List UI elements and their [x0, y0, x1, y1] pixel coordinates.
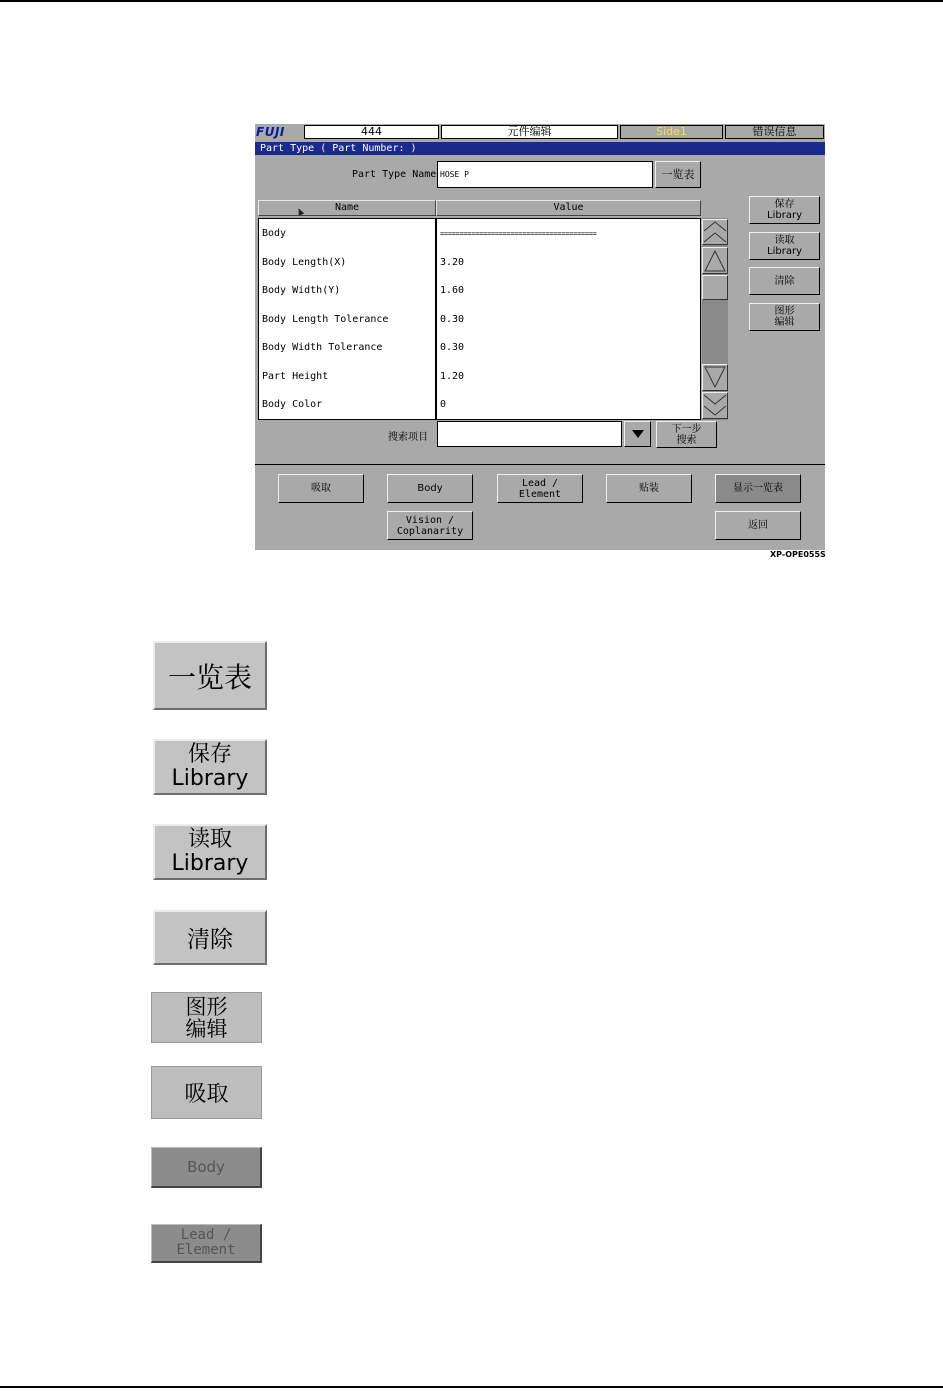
body-button[interactable]: Body — [387, 474, 473, 503]
pickup-button[interactable]: 吸取 — [278, 474, 364, 503]
next-search-button[interactable]: 下一步 搜索 — [656, 421, 717, 448]
lead-element-button[interactable]: Lead / Element — [497, 474, 583, 503]
column-header-value: Value — [436, 200, 701, 216]
name-column — [258, 218, 436, 420]
vision-coplanarity-button[interactable]: Vision / Coplanarity — [387, 511, 473, 540]
legend-list-label: 一览表 — [167, 660, 252, 694]
table-row-value[interactable]: 0.30 — [440, 342, 465, 353]
value-column — [436, 218, 701, 420]
title-cell-mode: 元件编辑 — [441, 125, 618, 139]
table-row-name[interactable]: Part Height — [262, 371, 329, 382]
legend-read-library-button — [153, 824, 267, 880]
legend-read-label: 读取 — [187, 827, 232, 852]
table-row-name[interactable]: Body Width(Y) — [262, 285, 341, 296]
legend-clear-button — [153, 910, 267, 965]
legend-graphic-edit-button — [151, 992, 262, 1043]
down-triangle-icon — [703, 365, 727, 390]
legend-pickup-button — [151, 1066, 262, 1119]
part-type-name-label: Part Type Name — [352, 169, 437, 180]
table-row-name[interactable]: Body Length Tolerance — [262, 314, 389, 325]
list-button[interactable]: 一览表 — [655, 161, 701, 188]
legend-pickup-label: 吸取 — [184, 1082, 229, 1107]
placement-button[interactable]: 贴装 — [606, 474, 692, 503]
double-down-icon — [703, 393, 727, 418]
search-label: 搜索项目 — [388, 432, 428, 443]
graphic-edit-button[interactable]: 图形 编辑 — [749, 303, 820, 331]
legend-graphic-label: 图形 — [185, 994, 228, 1019]
divider — [255, 464, 825, 465]
table-row-name[interactable]: Body Color — [262, 399, 323, 410]
table-row-value[interactable]: 0.30 — [440, 314, 465, 325]
double-up-icon — [703, 220, 727, 244]
legend-library-label: Library — [171, 766, 249, 791]
fuji-logo: FUJI — [256, 125, 285, 139]
legend-save-library-button — [153, 739, 267, 795]
legend-edit-label: 编辑 — [185, 1016, 228, 1041]
search-dropdown-button[interactable] — [624, 421, 651, 447]
legend-element-label: Element — [176, 1242, 236, 1258]
part-type-editor-screen — [255, 124, 825, 550]
table-row-name[interactable]: Body Length(X) — [262, 257, 347, 268]
scroll-thumb[interactable] — [702, 275, 728, 300]
top-rule — [0, 0, 943, 2]
legend-lead-label: Lead / — [180, 1227, 232, 1243]
table-row-value[interactable]: 1.20 — [440, 371, 465, 382]
legend-save-label: 保存 — [187, 742, 232, 767]
part-type-name-input[interactable]: HOSE P — [437, 161, 653, 188]
legend-list-button — [153, 641, 267, 710]
search-input[interactable] — [437, 421, 622, 447]
legend-body-button — [151, 1147, 262, 1188]
up-triangle-icon — [703, 248, 727, 273]
legend-library-label: Library — [171, 851, 249, 876]
title-cell-count: 444 — [304, 125, 439, 139]
title-cell-side: Side1 — [620, 125, 723, 139]
clear-button[interactable]: 清除 — [749, 267, 820, 295]
scroll-bottom-button[interactable] — [702, 392, 728, 419]
table-row-value[interactable]: ======================================== — [440, 230, 597, 238]
table-row-value[interactable]: 1.60 — [440, 285, 465, 296]
table-row-value[interactable]: 3.20 — [440, 257, 465, 268]
save-library-button[interactable]: 保存 Library — [749, 196, 820, 224]
read-library-button[interactable]: 读取 Library — [749, 232, 820, 260]
table-row-value[interactable]: 0 — [440, 399, 447, 410]
table-row-name[interactable]: Body Width Tolerance — [262, 342, 383, 353]
error-info-cell[interactable]: 错误信息 — [725, 125, 824, 139]
return-button[interactable]: 返回 — [715, 511, 801, 540]
figure-caption: XP-OPE055S — [770, 550, 826, 559]
dropdown-arrow-icon — [632, 430, 644, 438]
show-list-button[interactable]: 显示一览表 — [715, 474, 801, 503]
scroll-down-button[interactable] — [702, 364, 728, 391]
bottom-rule — [0, 1386, 943, 1388]
legend-body-label: Body — [187, 1158, 225, 1176]
title-bar: Part Type ( Part Number: ) — [255, 142, 825, 155]
scroll-up-button[interactable] — [702, 247, 728, 274]
legend-lead-element-button — [151, 1224, 262, 1263]
table-row-name[interactable]: Body — [262, 228, 287, 239]
scroll-top-button[interactable] — [702, 219, 728, 245]
legend-clear-label: 清除 — [187, 927, 233, 953]
column-header-name: Name — [258, 200, 436, 216]
